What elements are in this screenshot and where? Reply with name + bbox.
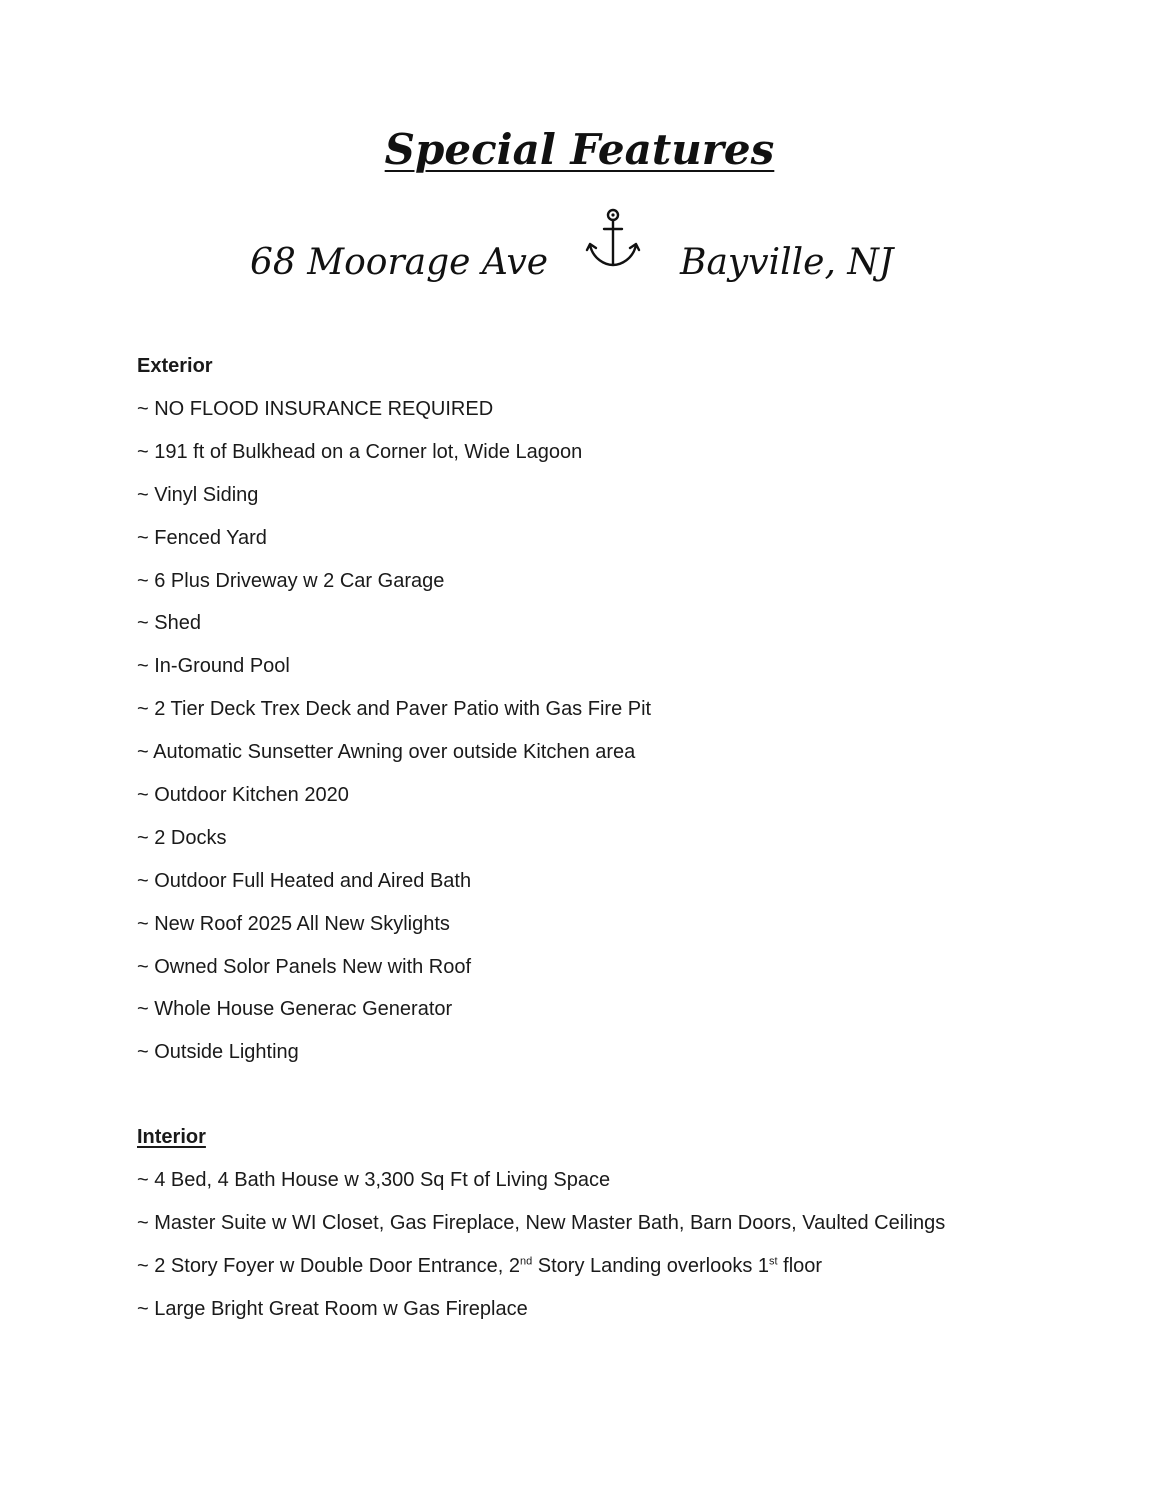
list-item: ~ 2 Tier Deck Trex Deck and Paver Patio with Gas Fire Pit (137, 698, 652, 721)
list-item: ~ Outside Lighting (137, 1041, 299, 1064)
anchor-icon (585, 207, 641, 271)
ordinal-suffix: st (769, 1255, 778, 1268)
interior-section (137, 1125, 1077, 1340)
list-item: ~ Outdoor Kitchen 2020 (137, 784, 349, 807)
list-item: ~ Vinyl Siding (137, 483, 259, 506)
list-item: ~ New Roof 2025 All New Skylights (137, 912, 450, 935)
list-item: ~ Outdoor Full Heated and Aired Bath (137, 869, 472, 892)
address-city: Bayville, NJ (680, 242, 894, 283)
list-item (137, 1254, 1077, 1297)
list-item: ~ Large Bright Great Room w Gas Fireplace (137, 1297, 528, 1320)
list-item: ~ Whole House Generac Generator (137, 998, 453, 1021)
list-item: ~ Owned Solor Panels New with Roof (137, 955, 472, 978)
list-item-text: ~ 2 Story Foyer w Double Door Entrance, 2 (137, 1254, 520, 1277)
list-item: ~ 4 Bed, 4 Bath House w 3,300 Sq Ft of Living Space (137, 1169, 611, 1191)
list-item: ~ 6 Plus Driveway w 2 Car Garage (137, 569, 445, 592)
list-item: ~ NO FLOOD INSURANCE REQUIRED (137, 398, 494, 420)
interior-heading: Interior (137, 1126, 206, 1148)
list-item: ~ In-Ground Pool (137, 655, 290, 678)
list-item-text: Story Landing overlooks 1 (532, 1254, 770, 1277)
list-item-text: floor (777, 1254, 823, 1277)
list-item: ~ 2 Docks (137, 826, 227, 849)
exterior-section (137, 354, 1077, 1083)
page-title (0, 122, 1159, 178)
list-item: ~ Shed (137, 612, 201, 635)
exterior-heading: Exterior (137, 355, 213, 377)
list-item: ~ Automatic Sunsetter Awning over outside Kitchen area (137, 741, 636, 764)
list-item: ~ 191 ft of Bulkhead on a Corner lot, Wide Lagoon (137, 440, 583, 463)
title-text: Special Features (384, 125, 775, 174)
address-street: 68 Moorage Ave (250, 242, 549, 283)
list-item: ~ Fenced Yard (137, 526, 267, 549)
ordinal-suffix: nd (519, 1255, 533, 1268)
list-item: ~ Master Suite w WI Closet, Gas Fireplace, New Master Bath, Barn Doors, Vaulted Ceilings (137, 1211, 946, 1234)
